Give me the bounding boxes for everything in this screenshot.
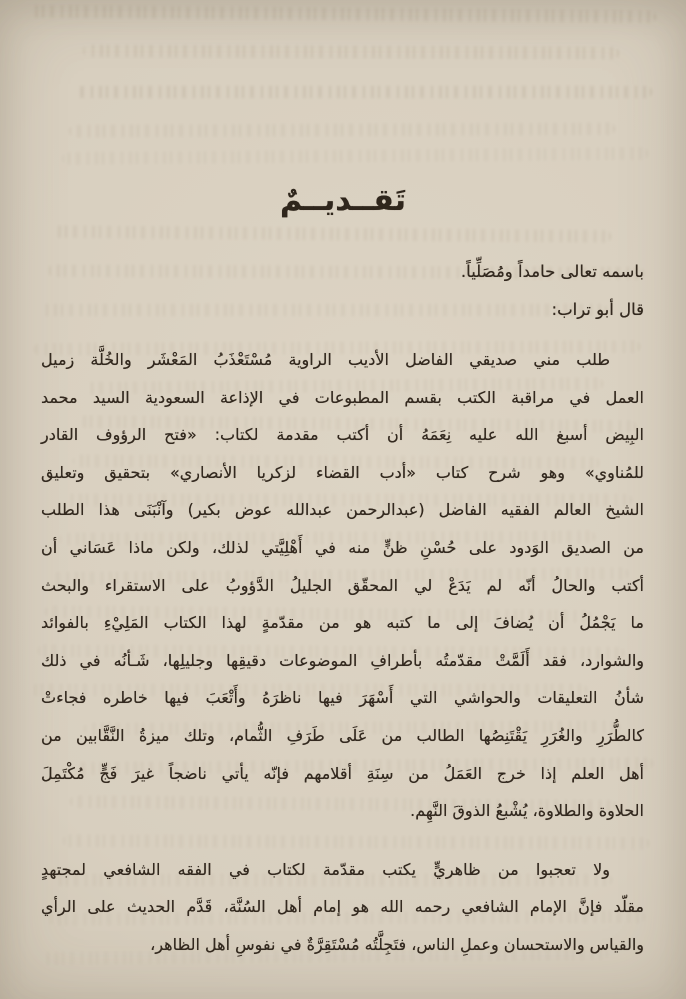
text-line: ما يَجْمُلُ أن يُضافَ إلى ما كتبه هو من مقدّمةٍ لهذا الكتاب المَلِيْءِ بالفوائد (41, 613, 644, 633)
text-line: والقياس والاستحسان وعملِ الناس، فتَجِلَّتُه مُسْتَقِرَّةٌ في نفوسِ أهل الظاهر، (150, 934, 644, 954)
text-line: والشوارد، فقد أَلَمَّتْ مقدّمتُه بأطرافِ الموضوعات دقيقِها وجليلِها، شَـأنُه في ذلك (41, 650, 644, 670)
paragraph (41, 341, 644, 830)
bleedthrough-line (83, 45, 619, 59)
body-paragraphs (41, 341, 644, 985)
attribution-line: قال أبو تراب: (551, 300, 644, 319)
text-line: كالطُّرَرِ والغُرَرِ يَقْتَنِصُها الطالب من عَلَى طَرَفِ الثُّمام، وتلك ميزةُ النَّقَّابين من (41, 725, 644, 745)
text-line: أكتب والحالُ أنّه لم يَدَعْ لي المحقّق الجليلُ الدَّؤوبُ على الاستقراء والبحث (41, 575, 644, 595)
text-line: شأنُ التعليقات والحواشي التي أَسْهَرَ فيها ناظرَهُ وأَتْعَبَ فيها خاطره فجاءتْ (41, 688, 644, 708)
text-line: البِيض أسبغ الله عليه نِعَمَهُ أن أكتب مقدمة لكتاب: «فتح الرؤوف القادر (41, 425, 644, 445)
text-line: من الصديق الوَدود على حُسْنِ ظنٍّ منه في أَهْلِيَّتي لذلك، ولكن ماذا عَسَاني أن (41, 537, 644, 557)
bleedthrough-line (30, 5, 656, 22)
bleedthrough-line (55, 226, 611, 243)
text-line: أهل العلم إذا خرج العَمَلُ من سِنَةِ أقلامهم فإنّه يأتي ناضجاً غيرَ فَجٍّ مُكْتَمِلَ (41, 763, 644, 783)
text-line: للمُناوي» وهو شرح كتاب «أدب القضاء لزكريا الأنصاري» بتحقيق وتعليق (41, 462, 644, 482)
text-line: مقلّد فإنَّ الإمام الشافعي رحمه الله هو إمام أهل السُنَّة، قَدَّم الحديث على الرأي (41, 897, 644, 917)
paragraph (41, 851, 644, 964)
text-line: طلب مني صديقي الفاضل الأديب الراوية مُسْتَعْذَبُ المَعْشَر والخُلَّة زميل (41, 350, 610, 369)
text-line: ولا تعجبوا من ظاهريٍّ يكتب مقدّمة لكتاب في الفقه الشافعي لمجتهدٍ (41, 859, 610, 879)
text-line: الشيخ العالم الفقيه الفاضل (عبدالرحمن عبدالله عوض بكير) وآنْبَنَى هذا الطلب (41, 500, 644, 520)
text-line: العمل في مراقبة الكتب بقسم المطبوعات في الإذاعة السعودية السيد محمد (41, 387, 644, 407)
bleedthrough-line (69, 123, 615, 137)
bleedthrough-line (62, 147, 648, 164)
page-title: تَقــديــمٌ (280, 183, 406, 218)
bleedthrough-line (76, 86, 652, 98)
basmala-line: باسمه تعالى حامداً ومُصَلِّياً. (460, 262, 644, 281)
text-line: الحلاوة والطلاوة، يُشْبعُ الذوقَ النَّهِم. (410, 801, 644, 821)
